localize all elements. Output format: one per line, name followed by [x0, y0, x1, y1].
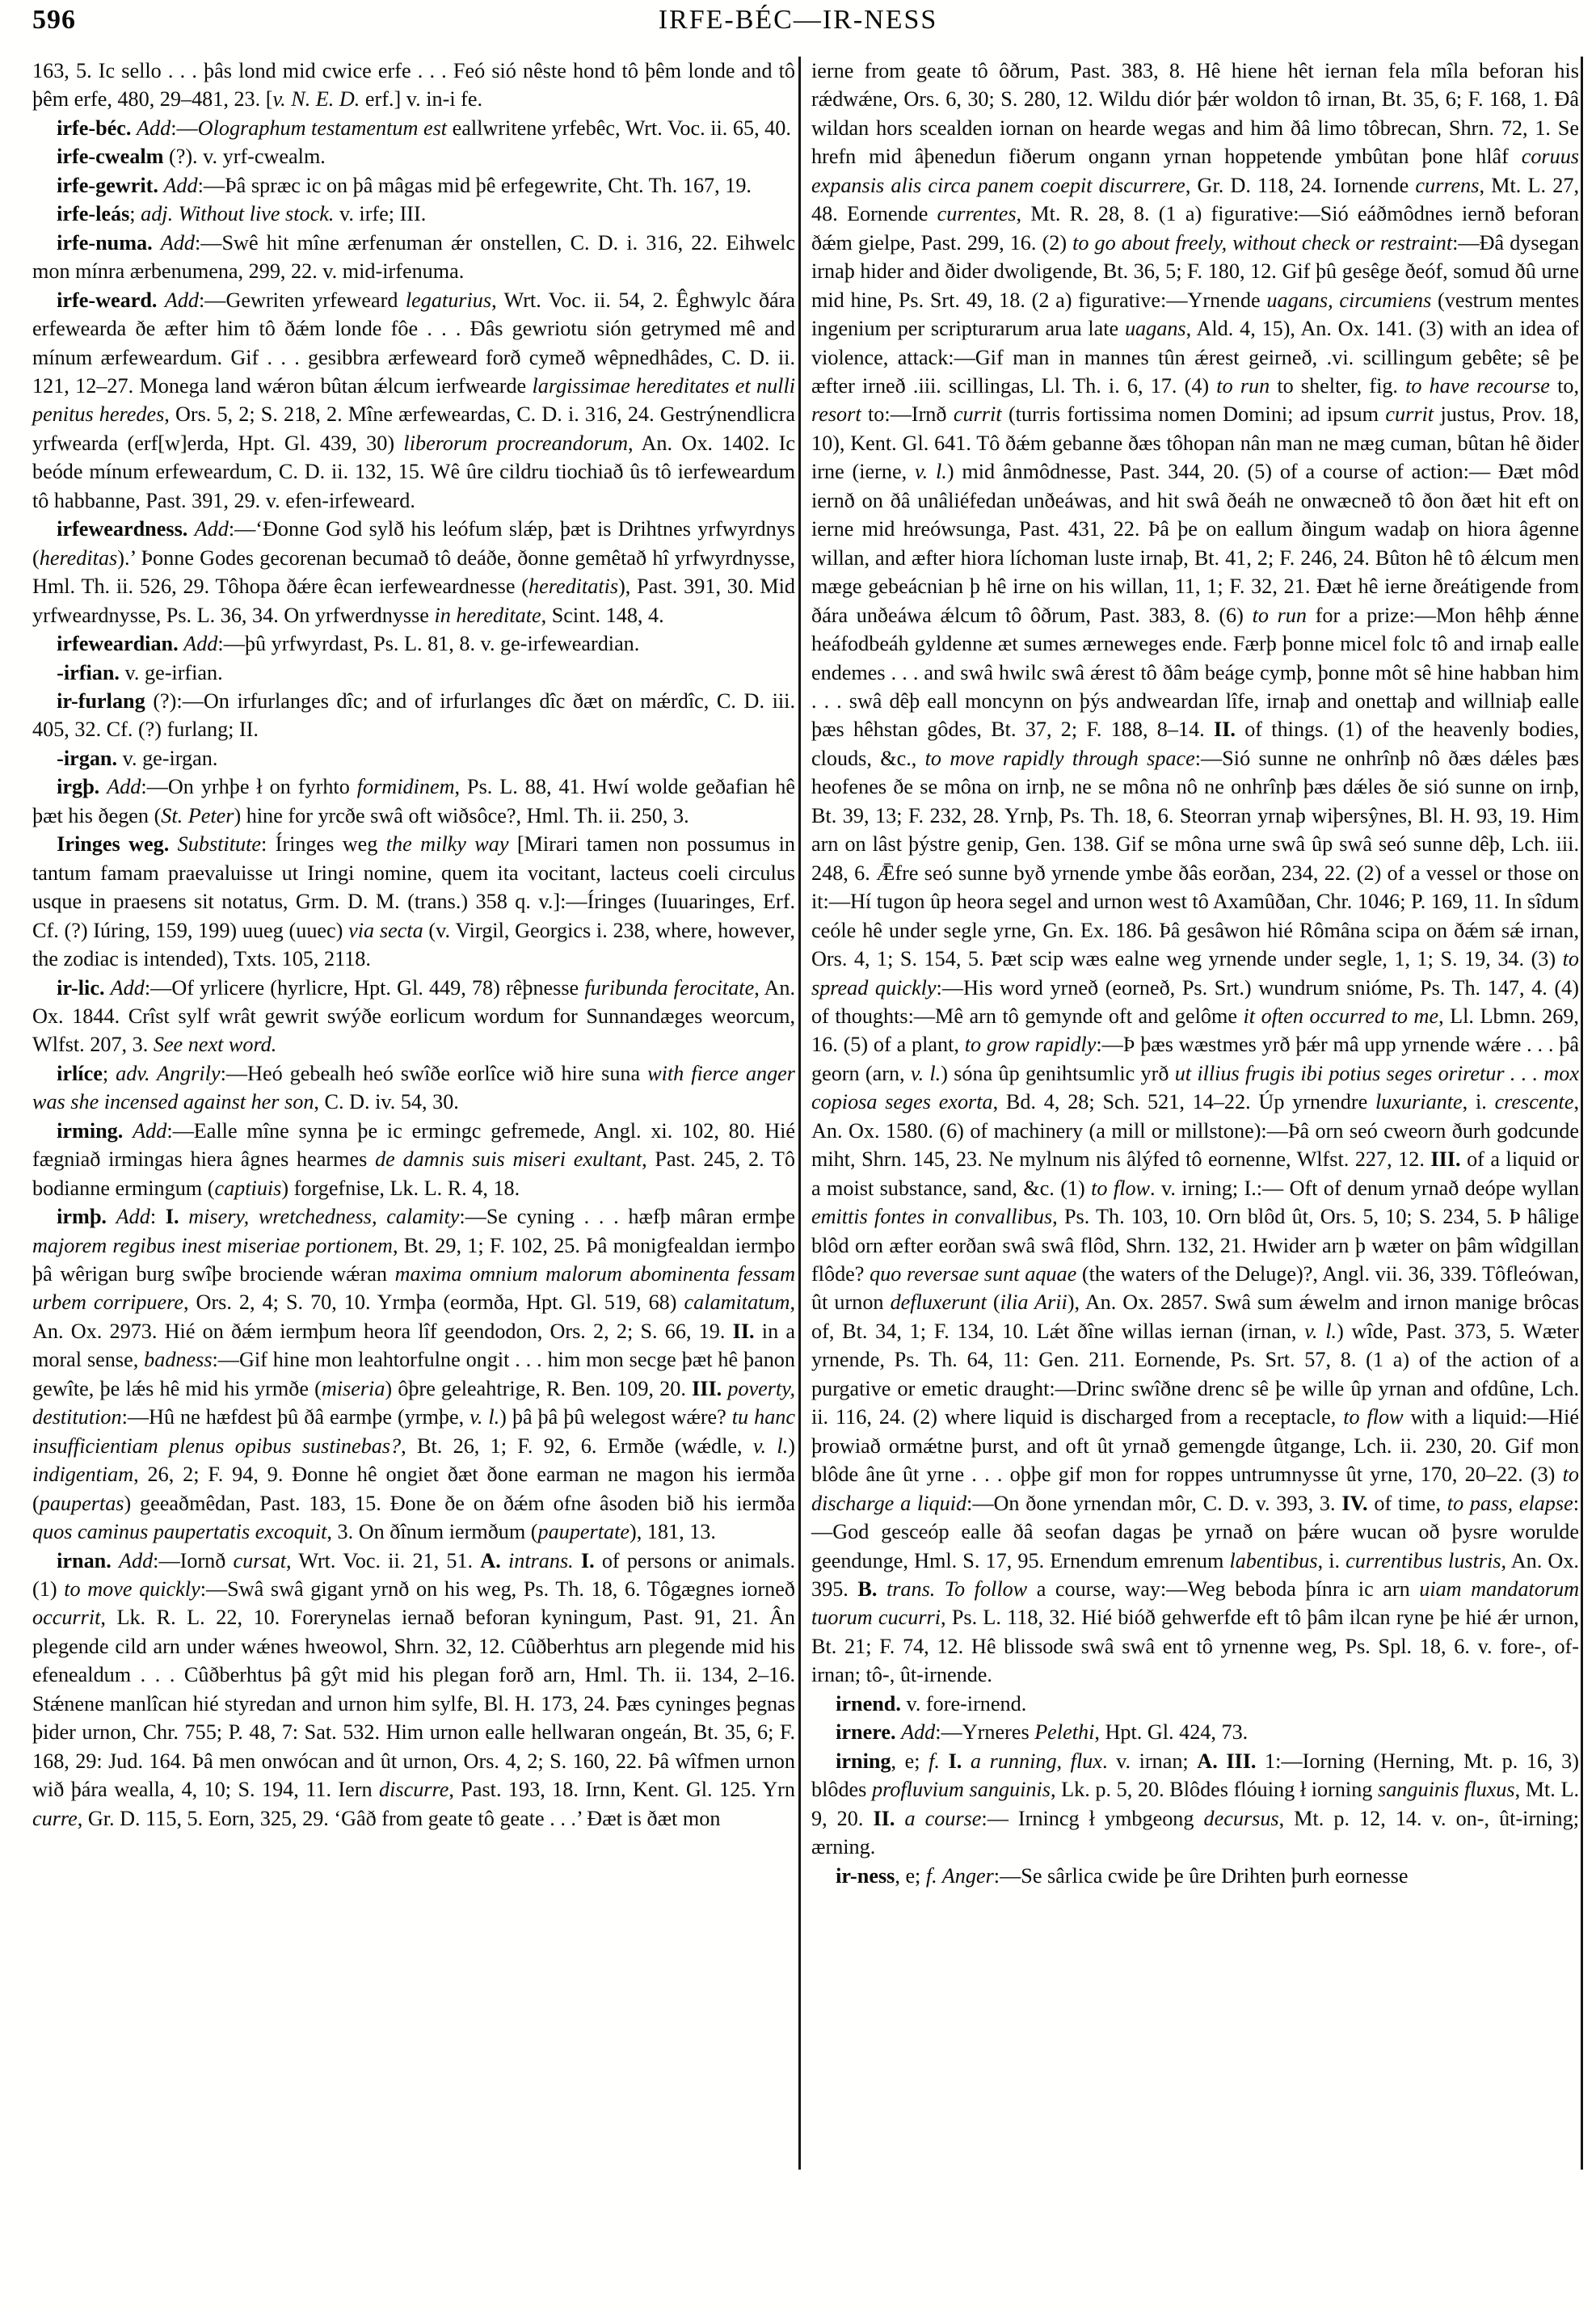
dictionary-entry: irnere. Add:—Yrneres Pelethi, Hpt. Gl. 424, 73. — [836, 1720, 1249, 1745]
dictionary-entry: 163, 5. Ic sello . . . þâs lond mid cwice erfe . . . Feó sió nêste hond tô þêm londe and tô þêm erfe, 480, 29–481, 23. [v. N. E. D. erf.] v. in-i fe. — [32, 59, 795, 112]
dictionary-entry: irfe-weard. Add:—Gewriten yrfeweard legaturius, Wrt. Voc. ii. 54, 2. Êghwylc ðára erfewearda ðe æfter him tô ðǽm londe fôe . . . Ðâs gewriotu sión getrymed mê and mínum ærfeweardum. Gif . . . gesibbra ærfeweard forð cymeð wêpnedhâdes, C. D. ii. 121, 12–27. Monega land wǽron bûtan ǽlcum ierfwearde largissimae hereditates et nulli penitus heredes, Ors. 5, 2; S. 218, 2. Mîne ærfeweardas, C. D. i. 316, 24. Gestrýnendlicra yrfwearda (erf[w]erda, Hpt. Gl. 439, 30) liberorum procreandorum, An. Ox. 1402. Ic beóde mínum erfeweardum, C. D. ii. 132, 15. Wê ûre cildru tiochiað ûs tô ierfeweardum tô habbanne, Past. 391, 29. v. efen-irfeweard. — [32, 288, 796, 512]
dictionary-entry: irgþ. Add:—On yrhþe ł on fyrhto formidinem, Ps. L. 88, 41. Hwí wolde geðafian hê þæt his ðegen (St. Peter) hine for yrcðe swâ oft wiðsôce?, Hml. Th. ii. 250, 3. — [32, 775, 796, 827]
dictionary-entry: ierne from geate tô ôðrum, Past. 383, 8. Hê hiene hêt iernan fela mîla beforan his rǽdwǽne, Ors. 6, 30; S. 280, 12. Wildu diór þǽr woldon tô irnan, Bt. 35, 6; F. 168, 1. Ðâ wildan hors scealden iornan on hearde wegas and him ðâ limo tôbrecan, Shrn. 72, 1. Se hrefn mid âþenedun fiðerum ongann yrnan hoppetende ymbûtan þone hlâf coruus expansis alis circa panem coepit discurrere, Gr. D. 118, 24. Iornende currens, Mt. L. 27, 48. Eornende currentes, Mt. R. 28, 8. (1 a) figurative:—Sió eáðmôdnes iernð beforan ðǽm gielpe, Past. 299, 16. (2) to go about freely, without check or restraint:—Ðâ dysegan irnaþ hider and ðider dwoligende, Bt. 36, 5; F. 180, 12. Gif þû gesêge ðeóf, somud ðû urne mid hine, Ps. Srt. 49, 18. (2 a) figurative:—Yrnende uagans, circumiens (vestrum mentes ingenium per scripturarum arua late uagans, Ald. 4, 15), An. Ox. 141. (3) with an idea of violence, attack:—Gif man in mannes tûn ǽrest geirneð, .vi. scillingum gebête; sê þe æfter irneð .iii. scillingas, Ll. Th. i. 6, 17. (4) to run to shelter, fig. to have recourse to, resort to:—Irnð currit (turris fortissima nomen Domini; ad ipsum currit justus, Prov. 18, 10), Kent. Gl. 641. Tô ðǽm gebanne ðæs tôhopan nân man ne mæg cuman, bûtan hê ðider irne (ierne, v. l.) mid ânmôdnesse, Past. 344, 20. (5) of a course of action:— Ðæt môd iernð on ðâ unâliéfedan unðeáwas, and hit swâ ðeáh ne onwæcneð tô ðon ðæt hit eft on ierne mid hreówsunga, Past. 431, 22. Þâ þe on eallum ðingum wadaþ on hiora âgenne willan, and æfter hiora líchoman luste irnaþ, Bt. 41, 2; F. 246, 24. Bûton hê tô ǽlcum men mæge gebeácnian þ hê irne on his willan, 11, 1; F. 32, 21. Ðæt hê ierne ðreátigende from ðára unðeáwa ǽlcum tô ôðrum, Past. 383, 8. (6) to run for a prize:—Mon hêhþ ǽnne heáfodbeáh gyldenne æt sumes ærneweges ende. Færþ þonne micel folc tô and irnaþ ealle endemes . . . and swâ hwilc swâ ǽrest tô ðâm beáge cymþ, þonne môt sê hine habban him . . . swâ dêþ eall moncynn on þýs andweardan lîfe, irnaþ and onettaþ and willniaþ ealle þæs hêhstan gôdes, Bt. 37, 2; F. 188, 8–14. II. of things. (1) of the heavenly bodies, clouds, &c., to move rapidly through space:—Sió sunne ne onhrînþ nô ðæs dǽles þæs heofenes ðe se môna on irnþ, ne se môna nô ne onhrînþ þæs dǽles ðe sió sunne on irnþ, Bt. 39, 13; F. 232, 28. Yrnþ, Ps. Th. 18, 6. Steorran yrnaþ wiþersŷnes, Bl. H. 93, 19. Him arn on lâst þýstre genip, Gen. 138. Gif se môna urne swâ ûp swâ seó sunne dêþ, Lch. iii. 248, 6. Ǣfre seó sunne byð yrnende ymbe ðâs eorðan, 234, 22. (2) of a vessel or those on it:—Hí tugon ûp heora segel and urnon west tô Axamûðan, Chr. 1046; P. 169, 11. In sîdum ceóle hê under segle yrne, Gn. Ex. 186. Þâ gesâwon hié Rômâna scipa on ðǽm sǽ irnan, Ors. 4, 1; S. 154, 5. Þæt scip wæs ealne weg yrnende under segle, 1, 1; S. 19, 34. (3) to spread quickly:—His word yrneð (eorneð, Ps. Srt.) wundrum snióme, Ps. Th. 147, 4. (4) of thoughts:—Mê arn tô gemynde oft and gelôme it often occurred to me, Ll. Lbmn. 269, 16. (5) of a plant, to grow rapidly:—Þ þæs wæstmes yrð þǽr mâ upp yrnende wǽre . . . þâ georn (arn, v. l.) sóna ûp genihtsumlic yrð ut illius frugis ibi potius seges oriretur . . . mox copiosa seges exorta, Bd. 4, 28; Sch. 521, 14–22. Úp yrnendre luxuriante, i. crescente, An. Ox. 1580. (6) of machinery (a mill or millstone):—Þâ orn seó cweorn ðurh godcunde miht, Shrn. 145, 23. Ne mylnum nis âlýfed tô eornenne, Wlfst. 227, 12. III. of a liquid or a moist substance, sand, &c. (1) to flow. v. irning; I.:— Oft of denum yrnað deópe wyllan emittis fontes in convallibus, Ps. Th. 103, 10. Orn blôd ût, Ors. 5, 10; S. 234, 5. Þ hâlige blôd orn æfter eorðan swâ swâ flôd, Shrn. 132, 21. Hwider arn þ wæter on þâm wîdgillan flôde? quo reversae sunt aquae (the waters of the Deluge)?, Angl. vii. 36, 339. Tôfleówan, ût urnon defluxerunt (ilia Arii), An. Ox. 2857. Swâ sum ǽwelm and irnon manige brôcas of, Bt. 34, 1; F. 134, 10. Lǽt ðîne willas iernan (irnan, v. l.) wîde, Past. 373, 5. Wæter yrnende, Ps. Th. 64, 11: Gen. 211. Eornende, Ps. Srt. 57, 8. (1 a) of the action of a purgative or emetic draught:—Drinc swîðne drenc sê þe wille ûp yrnan and ofdûne, Lch. ii. 116, 24. (2) where liquid is discharged from a receptacle, to flow with a liquid:—Hié þrowiað ormǽtne þurst, and oft ût yrnað gemengde ûtgange, Lch. ii. 230, 20. Gif mon blôde âne ût yrne . . . oþþe gif mon for roppes untrumnysse ût yrne, 170, 20–22. (3) to discharge a liquid:—On ðone yrnendan môr, C. D. v. 393, 3. IV. of time, to pass, elapse:—God gesceóp ealle ðâ seofan dagas þe yrnað on þǽre wucan oð þysre worulde geendunge, Hml. S. 17, 95. Ernendum emrenum labentibus, i. currentibus lustris, An. Ox. 395. B. trans. To follow a course, way:—Weg beboda þínra ic arn uiam mandatorum tuorum cucurri, Ps. L. 118, 32. Hié bióð gehwerfde eft tô þâm ilcan ryne þe hié ǽr urnon, Bt. 21; F. 74, 12. Hê blissode swâ swâ ent tô yrnenne weg, Ps. Spl. 18, 6. v. fore-, of-irnan; tô-, ût-irnende. — [811, 59, 1580, 1687]
dictionary-entry: ir-lic. Add:—Of yrlicere (hyrlicre, Hpt. Gl. 449, 78) rêþnesse furibunda ferocitate, An. Ox. 1844. Crîst sylf wrât gewrit swýðe eorlicum wordum for Sunnandæges weorcum, Wlfst. 207, 3. See next word. — [32, 975, 796, 1057]
column-right — [801, 57, 1583, 2170]
text-columns — [0, 57, 1596, 2170]
dictionary-entry: irfe-leás; adj. Without live stock. v. irfe; III. — [57, 202, 427, 226]
dictionary-entry: irmþ. Add: I. misery, wretchedness, calamity:—Se cyning . . . hæfþ mâran ermþe majorem regibus inest miseriae portionem, Bt. 29, 1; F. 102, 25. Þâ monigfealdan iermþo þâ wêrigan burg swîþe brociende wǽran maxima omnium malorum abominenta fessam urbem corripuere, Ors. 2, 4; S. 70, 10. Yrmþa (eormða, Hpt. Gl. 519, 68) calamitatum, An. Ox. 2973. Hié on ðǽm iermþum heora lîf geendodon, Ors. 2, 2; S. 66, 19. II. in a moral sense, badness:—Gif hine mon leahtorfulne ongit . . . him mon secge þæt hê þanon gewîte, þe lǽs hê mid his yrmðe (miseria) ôþre geleahtrige, R. Ben. 109, 20. III. poverty, destitution:—Hû ne hæfdest þû ðâ earmþe (yrmþe, v. l.) þâ þâ þû welegost wǽre? tu hanc insufficientiam plenus opibus sustinebas?, Bt. 26, 1; F. 92, 6. Ermðe (wǽdle, v. l.) indigentiam, 26, 2; F. 94, 9. Ðonne hê ongiet ðæt ðone earman ne magon his iermða (paupertas) geeaðmêdan, Past. 183, 15. Ðone ðe on ðǽm ofne âsoden bið his iermða quos caminus paupertatis excoquit, 3. On ðînum iermðum (paupertate), 181, 13. — [32, 1205, 796, 1544]
dictionary-entry: irfe-béc. Add:—Olographum testamentum est eallwritene yrfebêc, Wrt. Voc. ii. 65, 40. — [57, 116, 791, 140]
column-left — [32, 57, 795, 2170]
dictionary-entry: ir-furlang (?):—On irfurlanges dîc; and of irfurlanges dîc ðæt on mǽrdîc, C. D. iii. 405, 32. Cf. (?) furlang; II. — [32, 688, 795, 742]
dictionary-entry: irfeweardness. Add:—‘Ðonne God sylð his leófum slǽp, þæt is Drihtnes yrfwyrdnys (hereditas).’ Þonne Godes gecorenan becumað tô deáðe, ðonne gemêtað hî yrfwyrdnysse, Hml. Th. ii. 526, 29. Tôhopa ðǽre êcan ierfeweardnesse (hereditatis), Past. 391, 30. Mid yrfweardnysse, Ps. L. 36, 34. On yrfwerdnysse in hereditate, Scint. 148, 4. — [32, 517, 795, 627]
dictionary-entry: irning, e; f. I. a running, flux. v. irnan; A. III. 1:—Iorning (Herning, Mt. p. 16, 3) blôdes profluvium sanguinis, Lk. p. 5, 20. Blôdes flóuing ł iorning sanguinis fluxus, Mt. L. 9, 20. II. a course:— Irnincg ł ymbgeong decursus, Mt. p. 12, 14. v. on-, ût-irning; ærning. — [811, 1749, 1580, 1859]
dictionary-entry: irnan. Add:—Iornð cursat, Wrt. Voc. ii. 21, 51. A. intrans. I. of persons or animals. (1) to move quickly:—Swâ swâ gigant yrnð on his weg, Ps. Th. 18, 6. Tôgægnes iorneð occurrit, Lk. R. L. 22, 10. Forerynelas iernað beforan kyningum, Past. 91, 21. Ân plegende cild arn under wǽnes hweowol, Shrn. 32, 12. Cûðberhtus arn plegende mid his efenealdum . . . Cûðberhtus þâ gŷt mid his plegan forð arn, Hml. Th. ii. 134, 2–16. Stǽnene manlîcan hié styredan and urnon him sylfe, Bl. H. 173, 24. Þæs cyninges þegnas þider urnon, Chr. 755; P. 48, 7: Sat. 532. Him urnon ealle hellwaran ongeán, Bt. 35, 6; F. 168, 29: Jud. 164. Þâ men onwócan and ût urnon, Ors. 4, 2; S. 160, 22. Þâ wîfmen urnon wið þára wealla, 4, 10; S. 194, 11. Iern discurre, Past. 193, 18. Irnn, Kent. Gl. 125. Yrn curre, Gr. D. 115, 5. Eorn, 325, 29. ‘Gâð from geate tô geate . . .’ Ðæt is ðæt mon — [32, 1548, 796, 1830]
dictionary-entry: irming. Add:—Ealle mîne synna þe ic ermingc gefremede, Angl. xi. 102, 80. Hié fægniað irmingas hiera âgnes hearmes de damnis suis miseri exultant, Past. 245, 2. Tô bodianne ermingum (captiuis) forgefnise, Lk. L. R. 4, 18. — [32, 1118, 795, 1200]
running-title: IRFE-BÉC—IR-NESS — [658, 5, 938, 35]
dictionary-entry: ir-ness, e; f. Anger:—Se sârlica cwide þe ûre Drihten þurh eornesse — [836, 1863, 1409, 1888]
page-header — [0, 0, 1596, 57]
dictionary-entry: -irgan. v. ge-irgan. — [57, 746, 218, 770]
dictionary-entry: irfe-numa. Add:—Swê hit mîne ærfenuman ǽr onstellen, C. D. i. 316, 22. Eihwelc mon mínra ærbenumena, 299, 22. v. mid-irfenuma. — [32, 230, 795, 284]
dictionary-entry: Iringes weg. Substitute: Íringes weg the milky way [Mirari tamen non possumus in tantum famam praevaluisse ut Iringi nomine, quem ita vocitant, lacteus coeli circulus usque in praesens sit notatus, Grm. D. M. (trans.) 358 q. v.]:—Íringes (Iuuaringes, Erf. Cf. (?) Iúring, 159, 199) uueg (uuec) via secta (v. Virgil, Georgics i. 238, where, however, the zodiac is intended), Txts. 105, 2118. — [32, 832, 796, 971]
dictionary-entry: irfeweardian. Add:—þû yrfwyrdast, Ps. L. 81, 8. v. ge-irfeweardian. — [57, 632, 640, 656]
dictionary-entry: -irfian. v. ge-irfian. — [57, 660, 223, 684]
dictionary-entry: irlíce; adv. Angrily:—Heó gebealh heó swîðe eorlîce wið hire suna with fierce anger was she incensed against her son, C. D. iv. 54, 30. — [32, 1061, 795, 1114]
dictionary-entry: irfe-cwealm (?). v. yrf-cwealm. — [57, 145, 326, 169]
page-number: 596 — [32, 5, 76, 35]
dictionary-entry: irnend. v. fore-irnend. — [836, 1691, 1027, 1715]
dictionary-entry: irfe-gewrit. Add:—Þâ spræc ic on þâ mâgas mid þê erfegewrite, Cht. Th. 167, 19. — [57, 173, 752, 197]
